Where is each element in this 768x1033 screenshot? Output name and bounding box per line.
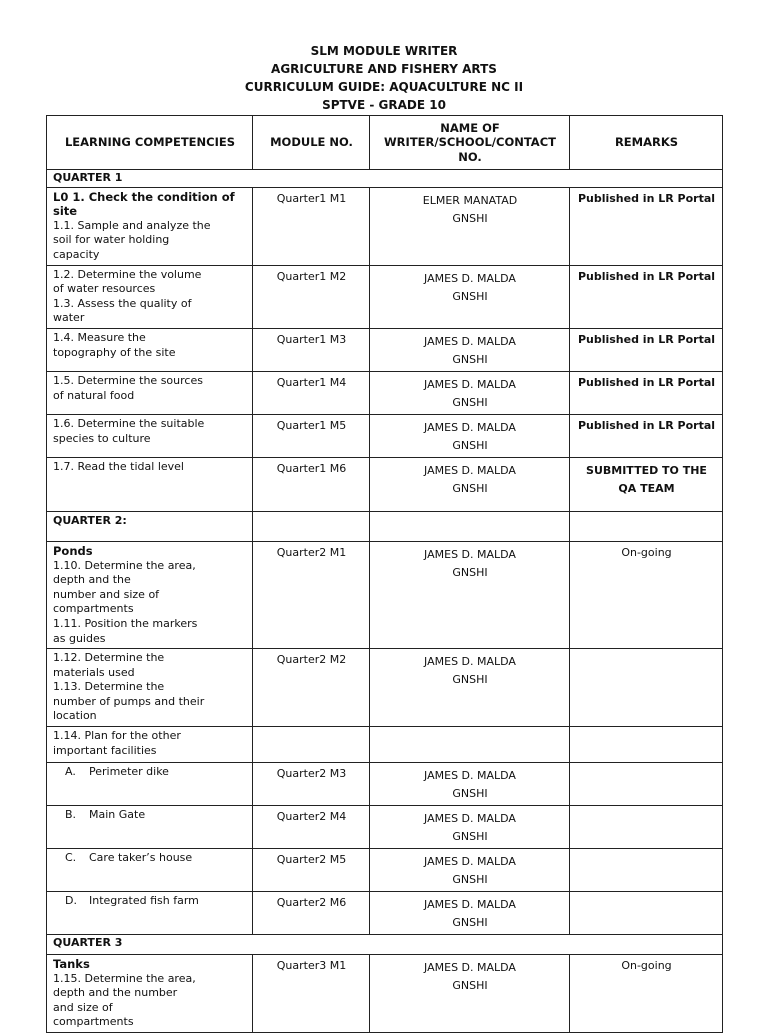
table-row [47,649,723,727]
column-header-module: MODULE NO. [253,116,370,170]
writer-cell [370,806,570,849]
competency-title: Ponds [53,543,93,558]
competency-line: 1.3. Assess the quality of [53,296,192,310]
remarks-cell [570,806,723,849]
competency-line: depth and the number [53,986,178,1000]
list-item-text: Perimeter dike [89,765,169,779]
remarks-cell: Published in LR Portal [570,414,723,457]
table-row [47,763,723,806]
writer-name: JAMES D. MALDA [424,463,516,477]
column-header-writer-line: NAME OF [440,120,500,135]
competency-line: soil for water holding [53,233,170,247]
module-number: Quarter2 M4 [253,806,370,849]
list-item-text: Integrated fish farm [89,894,199,908]
writer-cell [370,265,570,328]
competency-cell [47,649,253,727]
competency-line: capacity [53,247,100,261]
competency-line: as guides [53,631,106,645]
writer-school: GNSHI [452,873,488,887]
writer-cell [370,649,570,727]
table-row [47,955,723,1033]
table-row [47,727,723,763]
competency-line: 1.4. Measure the [53,330,146,344]
section-row [47,511,723,541]
document-header [0,42,768,114]
competency-line: 1.5. Determine the sources [53,373,203,387]
competency-line: 1.11. Position the markers [53,616,198,630]
remarks-cell [570,763,723,806]
writer-name: ELMER MANATAD [422,193,518,207]
writer-name: JAMES D. MALDA [424,547,516,561]
remarks-cell [570,849,723,892]
table-row [47,187,723,265]
competency-line: topography of the site [53,345,176,359]
writer-name: JAMES D. MALDA [424,271,516,285]
header-line-3: CURRICULUM GUIDE: AQUACULTURE NC II [244,80,524,94]
writer-cell [370,541,570,648]
competency-line: important facilities [53,743,157,757]
competency-line: of natural food [53,388,135,402]
competency-cell [47,849,253,892]
writer-school: GNSHI [452,916,488,930]
competency-cell [47,265,253,328]
module-number: Quarter1 M4 [253,371,370,414]
competency-line: depth and the [53,573,131,587]
writer-school: GNSHI [452,395,488,409]
remarks-line: SUBMITTED TO THE [586,463,707,477]
competency-line: compartments [53,602,134,616]
remarks-cell: Published in LR Portal [570,265,723,328]
competency-line: 1.7. Read the tidal level [53,459,184,473]
remarks-cell: Published in LR Portal [570,371,723,414]
competency-line: 1.12. Determine the [53,651,165,665]
writer-name: JAMES D. MALDA [424,655,516,669]
writer-school: GNSHI [452,565,488,579]
competency-title: Tanks [53,957,90,972]
writer-cell [370,955,570,1033]
competency-line: materials used [53,665,135,679]
table-row [47,806,723,849]
list-letter: D. [65,894,77,908]
writer-name: JAMES D. MALDA [424,812,516,826]
writer-cell [370,892,570,935]
remarks-line: QA TEAM [618,481,675,495]
module-number: Quarter2 M5 [253,849,370,892]
competency-cell [47,892,253,935]
competency-line: and size of [53,1000,113,1014]
list-letter: B. [65,808,77,822]
column-header-writer [370,116,570,170]
writer-cell [370,849,570,892]
competency-cell [47,955,253,1033]
section-row [47,935,723,955]
module-number: Quarter1 M6 [253,457,370,511]
module-number: Quarter3 M1 [253,955,370,1033]
competency-line: number of pumps and their [53,694,205,708]
writer-name: JAMES D. MALDA [424,961,516,975]
writer-school: GNSHI [452,673,488,687]
list-letter: A. [65,765,76,779]
table-row [47,892,723,935]
competency-title: L0 1. Check the condition of site [53,189,235,219]
section-label: QUARTER 1 [47,170,723,188]
competency-cell [47,763,253,806]
competency-line: 1.2. Determine the volume [53,267,202,281]
writer-school: GNSHI [452,481,488,495]
competency-line: 1.13. Determine the [53,680,165,694]
table-row [47,457,723,511]
competency-line: 1.14. Plan for the other [53,729,181,743]
column-header-writer-line: NO. [458,149,482,164]
column-header-competencies: LEARNING COMPETENCIES [47,116,253,170]
competency-line: water [53,311,85,325]
writer-name: JAMES D. MALDA [424,377,516,391]
writer-school: GNSHI [452,830,488,844]
module-number: Quarter1 M3 [253,328,370,371]
section-label: QUARTER 3 [47,935,723,955]
writer-cell [370,414,570,457]
competency-line: species to culture [53,431,151,445]
list-item-text: Main Gate [89,808,146,822]
list-letter: C. [65,851,77,865]
table-row [47,265,723,328]
writer-name: JAMES D. MALDA [424,334,516,348]
writer-cell [370,328,570,371]
module-number: Quarter1 M1 [253,187,370,265]
empty-cell [570,727,723,763]
writer-school: GNSHI [452,352,488,366]
competency-cell [47,328,253,371]
table-row [47,541,723,648]
writer-cell [370,371,570,414]
section-row [47,170,723,188]
competency-line: 1.6. Determine the suitable [53,416,205,430]
competency-cell [47,727,253,763]
writer-cell [370,187,570,265]
writer-name: JAMES D. MALDA [424,769,516,783]
writer-name: JAMES D. MALDA [424,420,516,434]
competency-line: 1.15. Determine the area, [53,971,196,985]
remarks-cell: On-going [570,541,723,648]
writer-cell [370,457,570,511]
writer-name: JAMES D. MALDA [424,898,516,912]
competency-line: 1.10. Determine the area, [53,558,196,572]
empty-cell [370,511,570,541]
competency-cell [47,806,253,849]
competency-cell [47,457,253,511]
empty-cell [370,727,570,763]
table-row [47,328,723,371]
competency-line: compartments [53,1015,134,1029]
header-line-1: SLM MODULE WRITER [310,44,458,58]
writer-school: GNSHI [452,211,488,225]
writer-school: GNSHI [452,979,488,993]
table-row [47,414,723,457]
competency-line: location [53,709,97,723]
table-row [47,849,723,892]
table-header-row [47,116,723,170]
list-item-text: Care taker’s house [89,851,193,865]
column-header-writer-line: WRITER/SCHOOL/CONTACT [384,135,556,150]
competency-cell [47,541,253,648]
remarks-cell: On-going [570,955,723,1033]
remarks-cell: Published in LR Portal [570,187,723,265]
competency-line: number and size of [53,587,160,601]
remarks-cell [570,649,723,727]
module-number: Quarter2 M1 [253,541,370,648]
competency-cell [47,187,253,265]
empty-cell [570,511,723,541]
writer-school: GNSHI [452,438,488,452]
writer-cell [370,763,570,806]
empty-cell [253,727,370,763]
module-number: Quarter2 M3 [253,763,370,806]
section-label: QUARTER 2: [47,511,253,541]
writer-school: GNSHI [452,787,488,801]
competency-line: 1.1. Sample and analyze the [53,218,211,232]
remarks-cell [570,457,723,511]
module-number: Quarter1 M5 [253,414,370,457]
writer-school: GNSHI [452,289,488,303]
competencies-table [46,115,723,1033]
header-line-2: AGRICULTURE AND FISHERY ARTS [271,62,497,76]
column-header-remarks: REMARKS [570,116,723,170]
module-number: Quarter1 M2 [253,265,370,328]
header-line-4: SPTVE - GRADE 10 [322,98,446,112]
module-number: Quarter2 M6 [253,892,370,935]
competency-line: of water resources [53,282,156,296]
writer-name: JAMES D. MALDA [424,855,516,869]
remarks-cell: Published in LR Portal [570,328,723,371]
module-number: Quarter2 M2 [253,649,370,727]
table-row [47,371,723,414]
competency-cell [47,371,253,414]
competency-cell [47,414,253,457]
empty-cell [253,511,370,541]
remarks-cell [570,892,723,935]
